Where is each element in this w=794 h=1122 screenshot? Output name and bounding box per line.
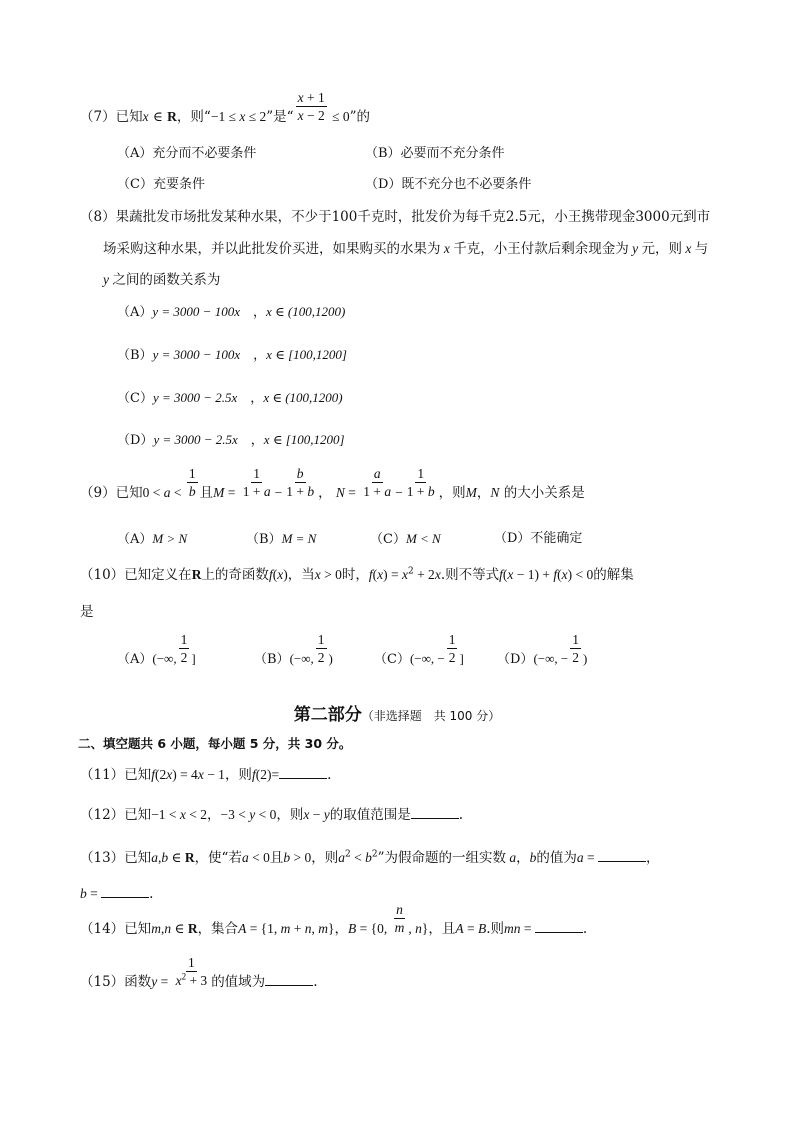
q7-fraction: $\frac{x + 1}{x - 2}$ xyxy=(297,90,325,123)
q13-stem: （13）已知a,b ∈ R，使“若a < 0且b > 0，则$a^2 < b^2$”为假命题的一组实数 a，b的值为a = ， xyxy=(80,849,660,866)
q9-fraction-n1: $\frac{a}{1 + a}$ xyxy=(363,466,392,499)
q9-fraction-m2: $\frac{b}{1 + b}$ xyxy=(286,466,315,499)
q10-option-d[interactable]: （D）(−∞, − $\frac{1}{2}$ ) xyxy=(497,632,588,667)
q13-answer-b-blank[interactable] xyxy=(101,885,149,898)
q12-answer-blank[interactable] xyxy=(411,806,459,819)
q11-stem: （11）已知f(2x) = 4x − 1，则f(2)= . xyxy=(80,767,332,783)
q14-stem: （14）已知m,n ∈ R，集合A = {1, m + n, m}，B = {0, $\frac{n}{m}$ , n}，且A = B.则mn = . xyxy=(80,902,588,937)
section-heading-fill-in: 二、填空题共 6 小题，每小题 5 分，共 30 分。 xyxy=(78,736,352,751)
q11-answer-blank[interactable] xyxy=(279,766,327,779)
q9-option-c[interactable]: （C）M < N xyxy=(370,531,441,547)
q10-stem: （10）已知定义在R上的奇函数f(x)，当x > 0时，$f(x) = x^2 + 2x$.则不等式f(x − 1) + f(x) < 0的解集 xyxy=(80,566,634,583)
q12-number: （12） xyxy=(80,807,125,823)
q15-fraction: $\frac{1}{x^2 + 3}$ xyxy=(175,955,208,988)
q8-stem-line3: y 之间的函数关系为 xyxy=(103,272,221,288)
q10-option-a[interactable]: （A）(−∞, $\frac{1}{2}$ ] xyxy=(117,632,196,667)
q8-option-b[interactable]: （B）y = 3000 − 100x ，x ∈ [100,1200] xyxy=(117,347,347,363)
q8-option-a[interactable]: （A）y = 3000 − 100x ，x ∈ (100,1200) xyxy=(117,304,346,320)
q15-answer-blank[interactable] xyxy=(265,973,313,986)
q12-stem: （12）已知−1 < x < 2，−3 < y < 0，则x − y的取值范围是 . xyxy=(80,807,464,823)
q8-option-c[interactable]: （C）y = 3000 − 2.5x ，x ∈ (100,1200) xyxy=(117,390,343,406)
q14-answer-blank[interactable] xyxy=(535,920,583,933)
q9-option-a[interactable]: （A）M > N xyxy=(117,531,188,547)
part2-title: 第二部分（非选择题 共 100 分） xyxy=(293,705,501,725)
q8-stem-line1: （8）果蔬批发市场批发某种水果，不少于100千克时，批发价为每千克2.5元，小王携带现金3000元到市 xyxy=(80,209,711,225)
q10-stem-cont: 是 xyxy=(80,604,94,620)
q9-stem: （9）已知0 < a < $\frac{1}{b}$ 且M = $\frac{1}{1 + a}$ − $\frac{b}{1 + b}$ ， N = $\frac{a}{1 + a}$ − $\frac{1}{1 + b}$ ，则M，N 的大小关系是 xyxy=(80,466,585,501)
q10-option-b[interactable]: （B）(−∞, $\frac{1}{2}$ ) xyxy=(254,632,333,667)
q11-number: （11） xyxy=(80,767,125,783)
q7-option-d[interactable]: （D）既不充分也不必要条件 xyxy=(365,177,532,192)
q13-stem-cont: b = . xyxy=(80,886,154,902)
q9-number: （9） xyxy=(80,485,116,501)
q15-number: （15） xyxy=(80,974,125,990)
q8-number: （8） xyxy=(80,209,116,225)
q7-option-c[interactable]: （C）充要条件 xyxy=(117,177,205,192)
q14-number: （14） xyxy=(80,921,125,937)
q7-stem: （7）已知x ∈ R，则“−1 ≤ x ≤ 2”是“ $\frac{x + 1}{x - 2}$ ≤ 0”的 xyxy=(80,90,371,125)
q8-option-d[interactable]: （D）y = 3000 − 2.5x ，x ∈ [100,1200] xyxy=(117,432,345,448)
q9-option-d[interactable]: （D）不能确定 xyxy=(494,531,583,546)
q9-fraction-m1: $\frac{1}{1 + a}$ xyxy=(242,466,271,499)
q10-option-c[interactable]: （C）(−∞, − $\frac{1}{2}$ ] xyxy=(374,632,464,667)
q8-stem-line2: 场采购这种水果，并以此批发价买进，如果购买的水果为 x 千克，小王付款后剩余现金为 y 元，则 x 与 xyxy=(103,241,709,257)
q13-number: （13） xyxy=(80,850,125,866)
q9-fraction-1-over-b: $\frac{1}{b}$ xyxy=(188,466,196,499)
q7-option-b[interactable]: （B）必要而不充分条件 xyxy=(365,146,505,161)
q9-option-b[interactable]: （B）M = N xyxy=(246,531,317,547)
q13-answer-a-blank[interactable] xyxy=(598,849,646,862)
q14-fraction-n-over-m: $\frac{n}{m}$ xyxy=(394,902,405,935)
q15-stem: （15）函数y = $\frac{1}{x^2 + 3}$ 的值域为 . xyxy=(80,955,318,990)
q10-number: （10） xyxy=(80,567,125,583)
q7-number: （7） xyxy=(80,109,116,125)
q9-fraction-n2: $\frac{1}{1 + b}$ xyxy=(406,466,435,499)
q7-option-a[interactable]: （A）充分而不必要条件 xyxy=(117,146,257,161)
